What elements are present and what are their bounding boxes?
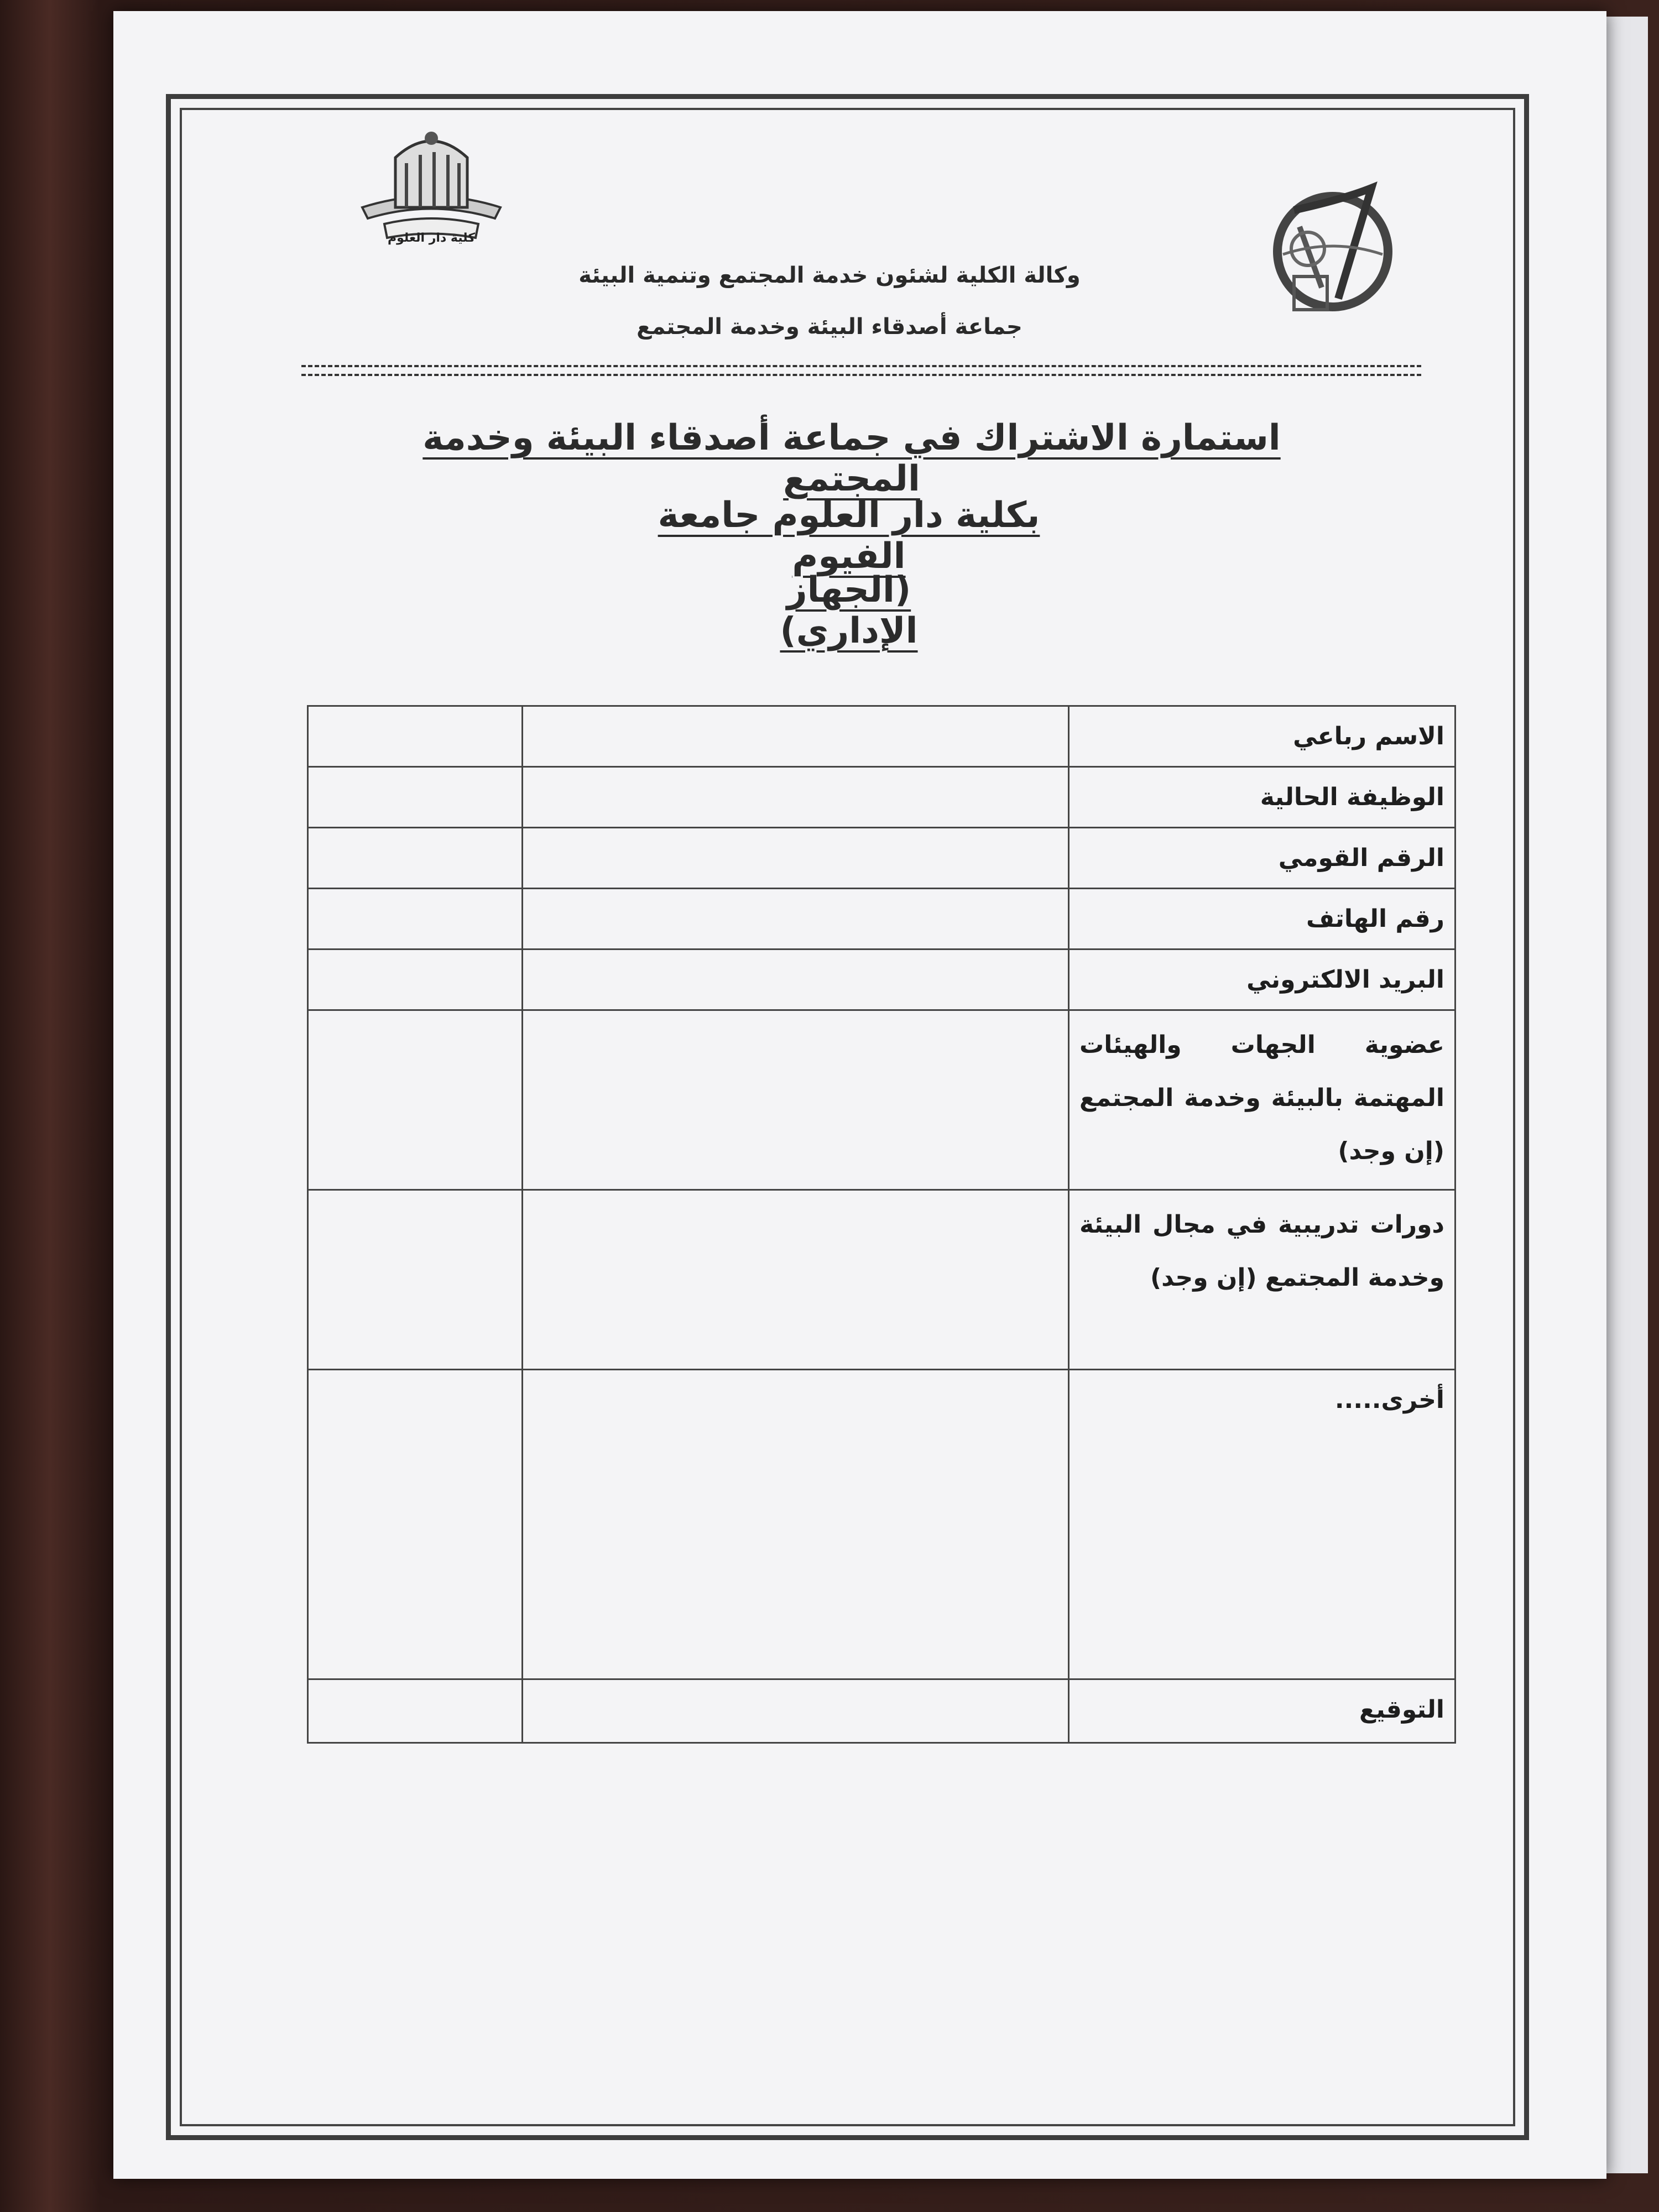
club-line: جماعة أصدقاء البيئة وخدمة المجتمع xyxy=(637,314,1022,340)
training-courses-extra-cell[interactable] xyxy=(308,1190,523,1370)
other-field[interactable] xyxy=(523,1370,1069,1679)
training-courses-field[interactable] xyxy=(523,1190,1069,1370)
form-title-line2: بكلية دار العلوم جامعة الفيوم xyxy=(658,495,1040,577)
table-row xyxy=(308,1190,1455,1370)
table-row xyxy=(308,1010,1455,1190)
agency-line: وكالة الكلية لشئون خدمة المجتمع وتنمية البيئة xyxy=(578,263,1081,288)
logo-caption: كلية دار العلوم xyxy=(387,231,476,245)
label-training-courses: دورات تدريبية في مجال البيئة وخدمة المجتمع (إن وجد) xyxy=(1069,1190,1455,1370)
signature-extra-cell[interactable] xyxy=(308,1679,523,1743)
other-extra-cell[interactable] xyxy=(308,1370,523,1679)
table-row xyxy=(308,706,1455,767)
registration-form-table xyxy=(307,705,1456,1744)
label-phone: رقم الهاتف xyxy=(1069,889,1455,950)
label-current-job: الوظيفة الحالية xyxy=(1069,767,1455,828)
memberships-extra-cell[interactable] xyxy=(308,1010,523,1190)
form-title-line1: استمارة الاشتراك في جماعة أصدقاء البيئة وخدمة المجتمع xyxy=(422,418,1281,499)
email-extra-cell[interactable] xyxy=(308,950,523,1010)
faculty-emblem-icon xyxy=(1261,177,1405,321)
table-row xyxy=(308,767,1455,828)
label-full-name: الاسم رباعي xyxy=(1069,706,1455,767)
form-title-line3: (الجهاز الإداري) xyxy=(780,570,918,651)
header-separator xyxy=(301,365,1421,367)
table-row xyxy=(308,950,1455,1010)
phone-field[interactable] xyxy=(523,889,1069,950)
phone-extra-cell[interactable] xyxy=(308,889,523,950)
table-row xyxy=(308,828,1455,889)
label-other: أخرى..... xyxy=(1069,1370,1455,1679)
label-email: البريد الالكتروني xyxy=(1069,950,1455,1010)
signature-field[interactable] xyxy=(523,1679,1069,1743)
email-field[interactable] xyxy=(523,950,1069,1010)
table-row xyxy=(308,889,1455,950)
table-row xyxy=(308,1679,1455,1743)
current-job-extra-cell[interactable] xyxy=(308,767,523,828)
national-id-field[interactable] xyxy=(523,828,1069,889)
full-name-extra-cell[interactable] xyxy=(308,706,523,767)
label-national-id: الرقم القومي xyxy=(1069,828,1455,889)
full-name-field[interactable] xyxy=(523,706,1069,767)
label-memberships: عضوية الجهات والهيئات المهتمة بالبيئة وخدمة المجتمع (إن وجد) xyxy=(1069,1010,1455,1190)
current-job-field[interactable] xyxy=(523,767,1069,828)
national-id-extra-cell[interactable] xyxy=(308,828,523,889)
table-row xyxy=(308,1370,1455,1679)
label-signature: التوقيع xyxy=(1069,1679,1455,1743)
header-separator-second xyxy=(301,374,1421,376)
memberships-field[interactable] xyxy=(523,1010,1069,1190)
